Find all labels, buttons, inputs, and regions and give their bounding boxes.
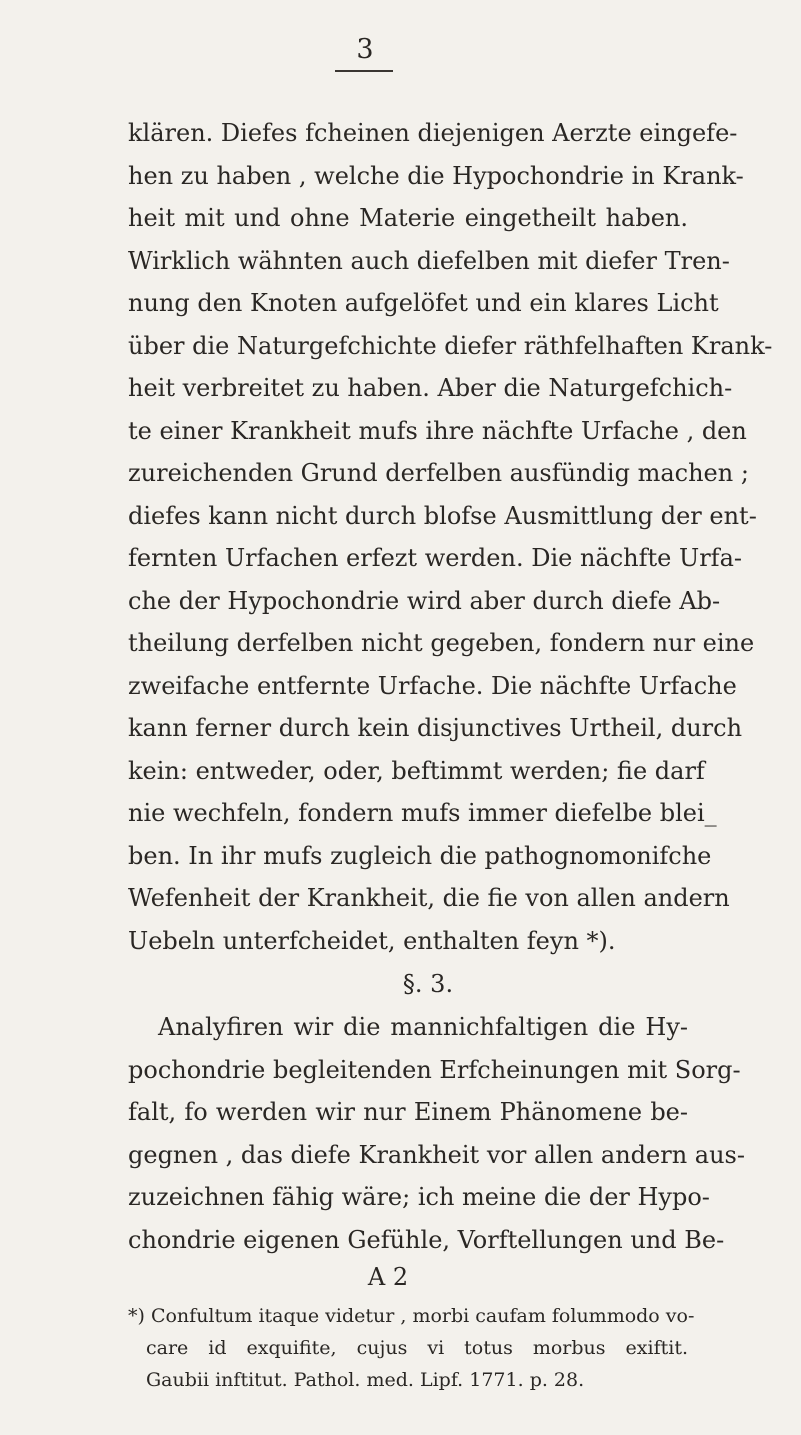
text-line: kann ferner durch kein disjunctives Urtheil, durch (128, 714, 743, 742)
text-line: pochondrie begleitenden Erfcheinungen mit Sorg- (128, 1055, 741, 1084)
text-line: heit mit und ohne Materie eingetheilt haben. (128, 204, 688, 232)
text-line: zureichenden Grund derfelben ausfündig machen ; (128, 459, 749, 487)
text-line: te einer Krankheit mufs ihre nächfte Urfache , den (128, 416, 747, 445)
text-line: ben. In ihr mufs zugleich die pathognomonifche (128, 841, 712, 870)
text-line: gegnen , das diefe Krankheit vor allen andern aus- (128, 1140, 745, 1169)
paragraph-2 (128, 1006, 745, 1261)
text-line: chondrie eigenen Gefühle, Vorftellungen und Be- (128, 1225, 725, 1254)
footnote-line: Gaubii inftitut. Pathol. med. Lipf. 1771. p. 28. (146, 1369, 585, 1391)
paragraph-1 (128, 112, 773, 962)
text-line: kein: entweder, oder, beftimmt werden; fie darf (128, 756, 705, 785)
body-text (128, 112, 773, 1293)
text-line: Wirklich wähnten auch diefelben mit diefer Tren- (128, 246, 730, 275)
text-line: zuzeichnen fähig wäre; ich meine die der Hypo- (128, 1183, 710, 1211)
page-number-underline (335, 70, 393, 72)
signature-mark: A 2 (367, 1263, 409, 1291)
text-line: zweifache entfernte Urfache. Die nächfte Urfache (128, 671, 737, 700)
text-line: che der Hypochondrie wird aber durch diefe Ab- (128, 586, 721, 615)
text-line: theilung derfelben nicht gegeben, fondern nur eine (128, 629, 755, 657)
text-line: Analyfiren wir die mannichfaltigen die Hy- (158, 1013, 688, 1041)
text-line: über die Naturgefchichte diefer räthfelhaften Krank- (128, 331, 773, 360)
footnote-line: *) Confultum itaque videtur , morbi caufam folummodo vo- (128, 1305, 695, 1327)
text-line: falt, fo werden wir nur Einem Phänomene be- (128, 1098, 688, 1126)
text-line: Wefenheit der Krankheit, die fie von allen andern (128, 884, 730, 912)
text-line: klären. Diefes fcheinen diejenigen Aerzte eingefe- (128, 119, 738, 147)
text-line: diefes kann nicht durch blofse Ausmittlung der ent- (128, 501, 757, 530)
footnote (128, 1300, 695, 1396)
text-line: heit verbreitet zu haben. Aber die Naturgefchich- (128, 374, 733, 402)
text-line: fernten Urfachen erfezt werden. Die nächfte Urfa- (128, 544, 742, 572)
text-line: Uebeln unterfcheidet, enthalten feyn *). (128, 926, 616, 955)
footnote-line: care id exquifite, cujus vi totus morbus exiftit. (146, 1337, 688, 1359)
page-number: 3 (356, 34, 374, 65)
text-line: hen zu haben , welche die Hypochondrie in Krank- (128, 161, 744, 190)
section-heading: §. 3. (402, 970, 454, 998)
text-line: nung den Knoten aufgelöfet und ein klares Licht (128, 289, 719, 317)
text-line: nie wechfeln, fondern mufs immer diefelbe blei_ (128, 799, 717, 827)
